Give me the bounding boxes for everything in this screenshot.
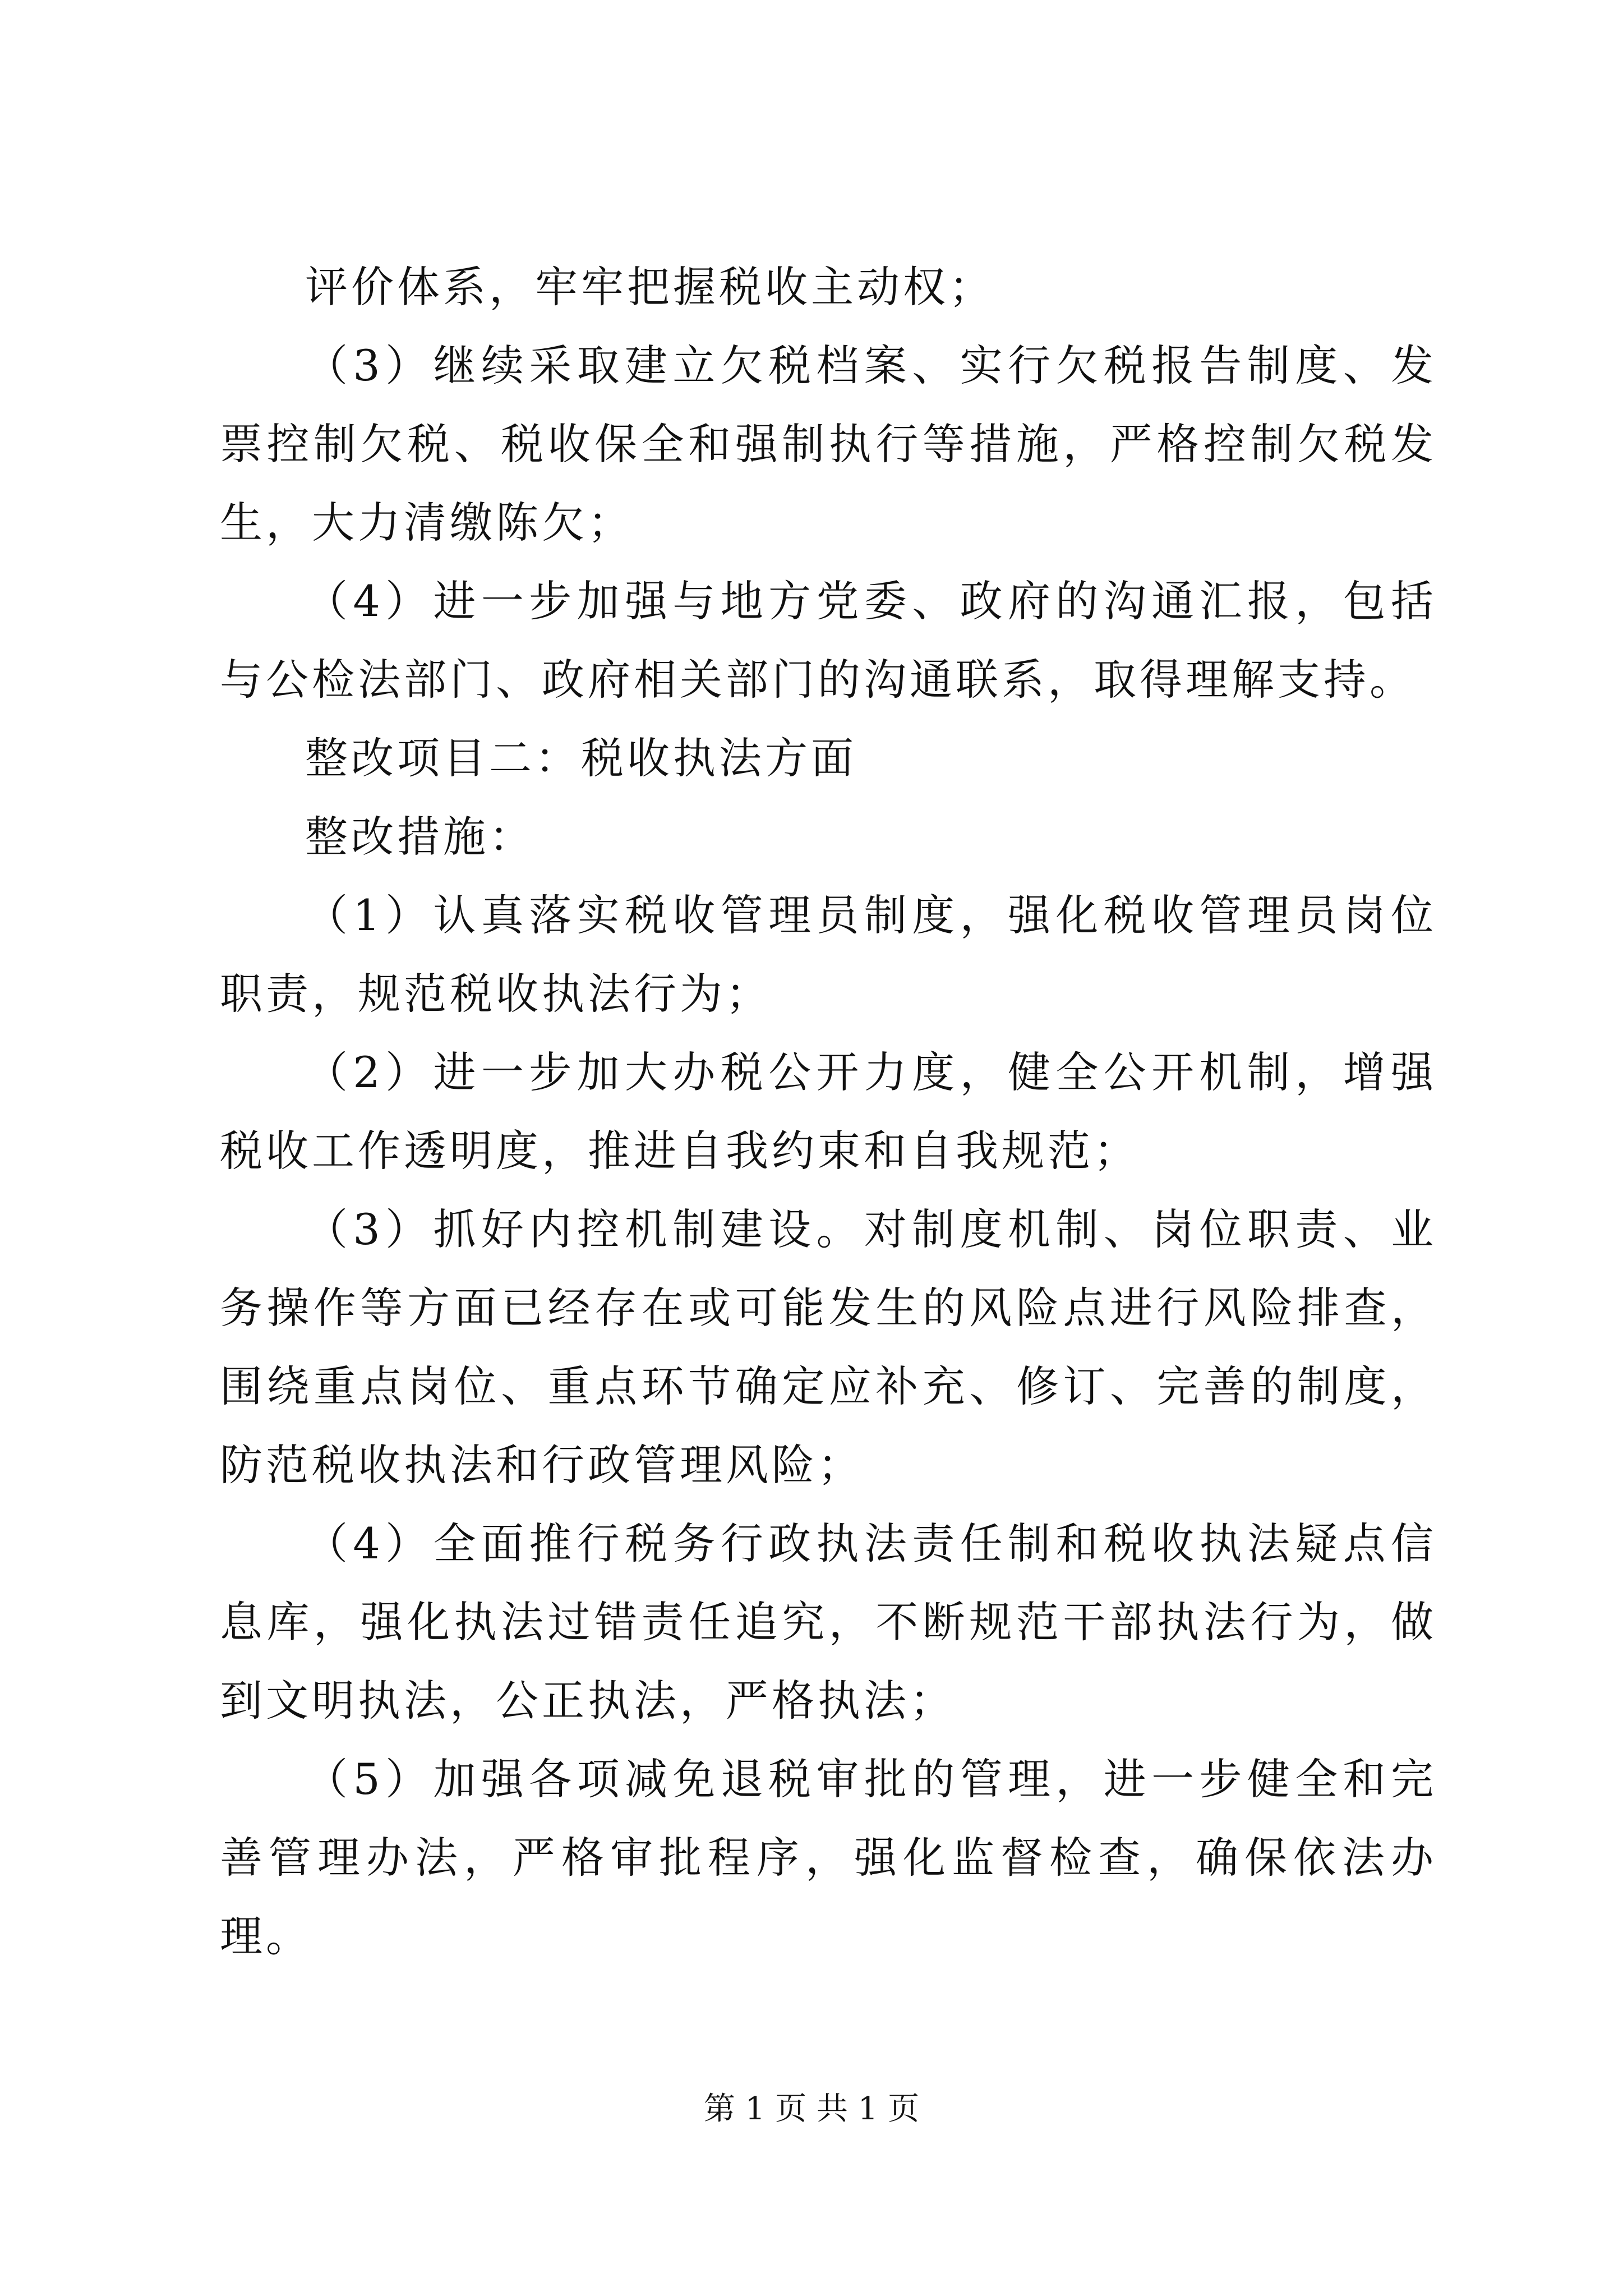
paragraph-measure-3-internal-control: （3）抓好内控机制建设。对制度机制、岗位职责、业务操作等方面已经存在或可能发生的风险点进行风险排查，围绕重点岗位、重点环节确定应补充、修订、完善的制度，防范税收执法和行政管理风险； (220, 1204, 1437, 1490)
paragraph-measure-2-openness: （2）进一步加大办税公开力度，健全公开机制，增强税收工作透明度，推进自我约束和自我规范； (220, 1047, 1437, 1176)
paragraph-measure-4-communication: （4）进一步加强与地方党委、政府的沟通汇报，包括与公检法部门、政府相关部门的沟通联系，取得理解支持。 (220, 576, 1437, 705)
paragraph-measure-3-arrears: （3）继续采取建立欠税档案、实行欠税报告制度、发票控制欠税、税收保全和强制执行等措施，严格控制欠税发生，大力清缴陈欠； (220, 341, 1437, 547)
paragraph-measure-1-tax-manager: （1）认真落实税收管理员制度，强化税收管理员岗位职责，规范税收执法行为； (220, 890, 1437, 1019)
page-footer: 第 1 页 共 1 页 (703, 2091, 920, 2127)
paragraph-measure-5-approval: （5）加强各项减免退税审批的管理，进一步健全和完善管理办法，严格审批程序，强化监督检查，确保依法办理。 (220, 1754, 1437, 1961)
section-heading-item-two: 整改项目二：税收执法方面 (305, 733, 857, 783)
subheading-measures: 整改措施： (305, 812, 535, 862)
paragraph-measure-4-responsibility: （4）全面推行税务行政执法责任制和税收执法疑点信息库，强化执法过错责任追究，不断规范干部执法行为，做到文明执法，公正执法，严格执法； (220, 1519, 1437, 1726)
document-body (220, 248, 1437, 1976)
paragraph-evaluation-system: 评价体系，牢牢把握税收主动权； (305, 262, 995, 312)
